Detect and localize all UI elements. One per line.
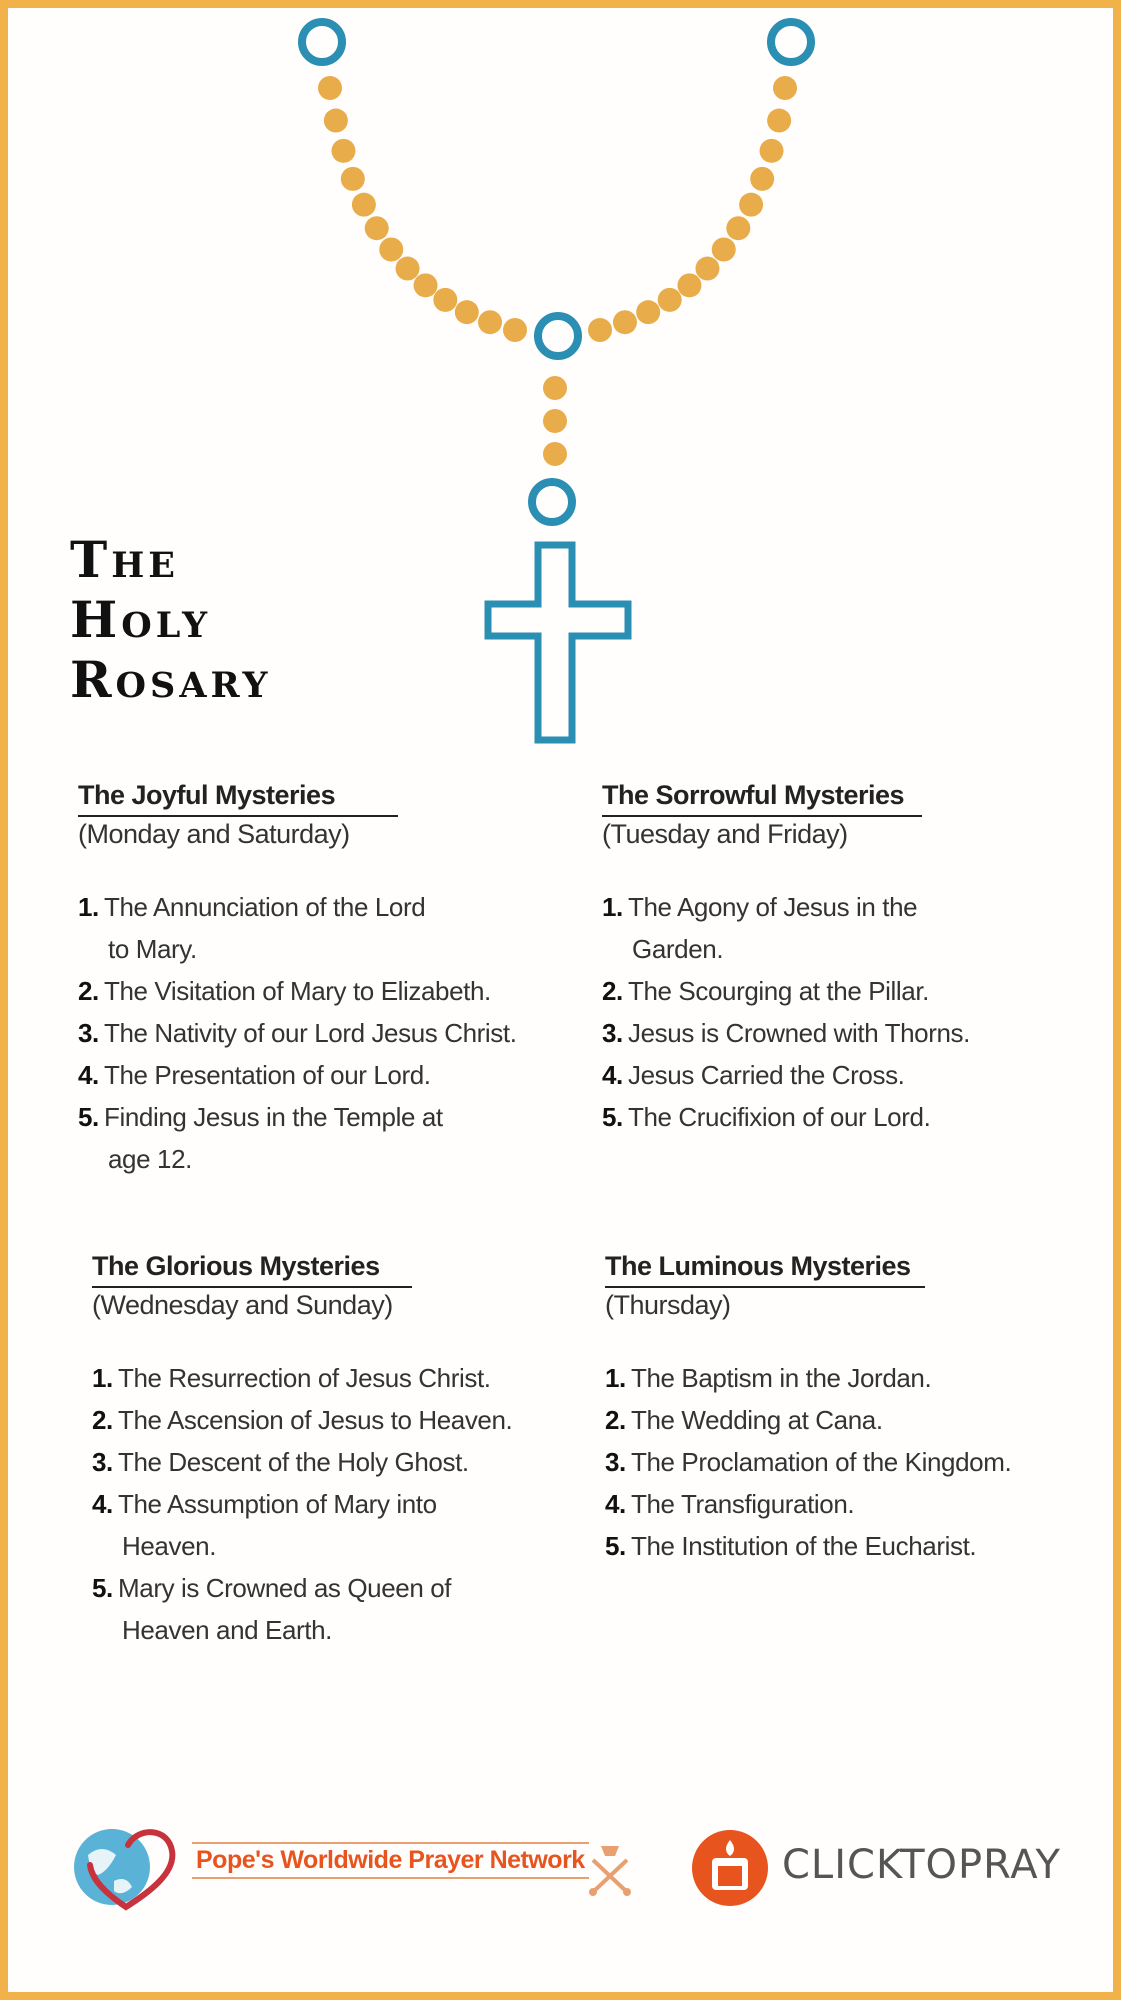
clicktopray-icon (688, 1826, 772, 1910)
cross-icon (488, 545, 628, 740)
rosary-bead (341, 167, 365, 191)
item-text: The Baptism in the Jordan. (631, 1363, 932, 1393)
rosary-bead (658, 288, 682, 312)
mystery-item (605, 1525, 1085, 1567)
item-number: 5. (92, 1573, 113, 1603)
rosary-bead (352, 193, 376, 217)
mystery-item (78, 1054, 558, 1096)
title-line-1: The (70, 530, 179, 589)
item-text: The Presentation of our Lord. (104, 1060, 431, 1090)
item-number: 5. (78, 1102, 99, 1132)
item-number: 2. (605, 1405, 626, 1435)
rosary-bead (503, 318, 527, 342)
mystery-item (78, 1012, 558, 1054)
rosary-bead (331, 139, 355, 163)
mystery-list (602, 886, 1082, 1138)
mystery-item (602, 886, 1082, 928)
rosary-bead (726, 216, 750, 240)
item-text: The Scourging at the Pillar. (628, 976, 929, 1006)
item-number: 4. (602, 1060, 623, 1090)
rosary-bead (324, 109, 348, 133)
mystery-item (78, 1096, 558, 1138)
section-days: (Wednesday and Sunday) (92, 1290, 393, 1320)
item-text: The Descent of the Holy Ghost. (118, 1447, 469, 1477)
rosary-bead (750, 167, 774, 191)
mystery-item (602, 1054, 1082, 1096)
item-text: The Visitation of Mary to Elizabeth. (104, 976, 491, 1006)
brand-name: CLICKTOPRAY (782, 1842, 1061, 1888)
top-left-ring (302, 22, 342, 62)
vatican-keys-icon (585, 1838, 635, 1898)
item-text: The Proclamation of the Kingdom. (631, 1447, 1012, 1477)
item-number: 4. (92, 1489, 113, 1519)
rosary-beads (318, 76, 797, 466)
section-title: The Joyful Mysteries (78, 780, 398, 817)
item-text: The Nativity of our Lord Jesus Christ. (104, 1018, 517, 1048)
mystery-item (92, 1399, 572, 1441)
rosary-bead (613, 310, 637, 334)
globe-heart-logo-icon (68, 1815, 188, 1915)
mystery-list (78, 886, 558, 1180)
mystery-item (92, 1357, 572, 1399)
item-text: The Resurrection of Jesus Christ. (118, 1363, 491, 1393)
rosary-bead (712, 238, 736, 262)
item-number: 5. (602, 1102, 623, 1132)
mystery-item-continued: Heaven and Earth. (122, 1615, 333, 1645)
item-number: 4. (78, 1060, 99, 1090)
glorious-section (92, 1251, 572, 1651)
rosary-bead (773, 76, 797, 100)
item-text: Jesus Carried the Cross. (628, 1060, 905, 1090)
item-number: 2. (78, 976, 99, 1006)
item-text: The Assumption of Mary into (118, 1489, 437, 1519)
item-number: 3. (78, 1018, 99, 1048)
rosary-bead (318, 76, 342, 100)
center-ring (538, 316, 578, 356)
page-title (70, 530, 271, 710)
item-number: 5. (605, 1531, 626, 1561)
top-right-ring (771, 22, 811, 62)
section-title: The Sorrowful Mysteries (602, 780, 922, 817)
mystery-item (605, 1399, 1085, 1441)
rosary-bead (396, 257, 420, 281)
title-line-3: Rosary (70, 650, 272, 709)
joyful-section (78, 780, 558, 1180)
mystery-item (78, 970, 558, 1012)
item-number: 1. (92, 1363, 113, 1393)
item-text: Jesus is Crowned with Thorns. (628, 1018, 970, 1048)
rosary-bead (478, 310, 502, 334)
item-number: 3. (605, 1447, 626, 1477)
title-line-2: Holy (70, 590, 212, 649)
mystery-item (92, 1441, 572, 1483)
mystery-item-continued: age 12. (108, 1144, 192, 1174)
rosary-bead (677, 273, 701, 297)
mystery-item (605, 1357, 1085, 1399)
item-number: 2. (92, 1405, 113, 1435)
item-number: 1. (602, 892, 623, 922)
mystery-item-continued: Garden. (632, 934, 724, 964)
item-text: The Annunciation of the Lord (104, 892, 426, 922)
mystery-item (92, 1483, 572, 1525)
section-days: (Tuesday and Friday) (602, 819, 848, 849)
mystery-item (602, 1012, 1082, 1054)
item-text: The Ascension of Jesus to Heaven. (118, 1405, 513, 1435)
mystery-list (92, 1357, 572, 1651)
item-number: 3. (602, 1018, 623, 1048)
section-days: (Thursday) (605, 1290, 731, 1320)
luminous-section (605, 1251, 1085, 1567)
network-name: Pope's Worldwide Prayer Network (192, 1842, 589, 1879)
section-title: The Luminous Mysteries (605, 1251, 925, 1288)
rosary-bead (739, 193, 763, 217)
item-text: Finding Jesus in the Temple at (104, 1102, 443, 1132)
rosary-bead (543, 442, 567, 466)
mystery-item (92, 1567, 572, 1609)
mystery-item-continued: to Mary. (108, 934, 197, 964)
item-text: The Transfiguration. (631, 1489, 855, 1519)
item-number: 3. (92, 1447, 113, 1477)
item-text: Mary is Crowned as Queen of (118, 1573, 452, 1603)
item-text: The Agony of Jesus in the (628, 892, 918, 922)
mystery-item (602, 970, 1082, 1012)
mystery-item (605, 1441, 1085, 1483)
mystery-item (602, 1096, 1082, 1138)
rosary-bead (414, 273, 438, 297)
rosary-bead (767, 109, 791, 133)
mystery-item-continued: Heaven. (122, 1531, 217, 1561)
rosary-bead (760, 139, 784, 163)
rosary-bead (543, 409, 567, 433)
section-days: (Monday and Saturday) (78, 819, 350, 849)
rosary-bead (636, 300, 660, 324)
item-text: The Institution of the Eucharist. (631, 1531, 977, 1561)
item-number: 1. (78, 892, 99, 922)
rosary-bead (543, 376, 567, 400)
item-number: 2. (602, 976, 623, 1006)
rosary-bead (365, 216, 389, 240)
rosary-bead (455, 300, 479, 324)
mystery-list (605, 1357, 1085, 1567)
item-number: 1. (605, 1363, 626, 1393)
rosary-bead (588, 318, 612, 342)
lower-ring (532, 482, 572, 522)
rosary-bead (379, 238, 403, 262)
item-number: 4. (605, 1489, 626, 1519)
section-title: The Glorious Mysteries (92, 1251, 412, 1288)
mystery-item (605, 1483, 1085, 1525)
rosary-bead (695, 257, 719, 281)
item-text: The Crucifixion of our Lord. (628, 1102, 931, 1132)
mystery-item (78, 886, 558, 928)
rosary-bead (433, 288, 457, 312)
item-text: The Wedding at Cana. (631, 1405, 883, 1435)
sorrowful-section (602, 780, 1082, 1138)
